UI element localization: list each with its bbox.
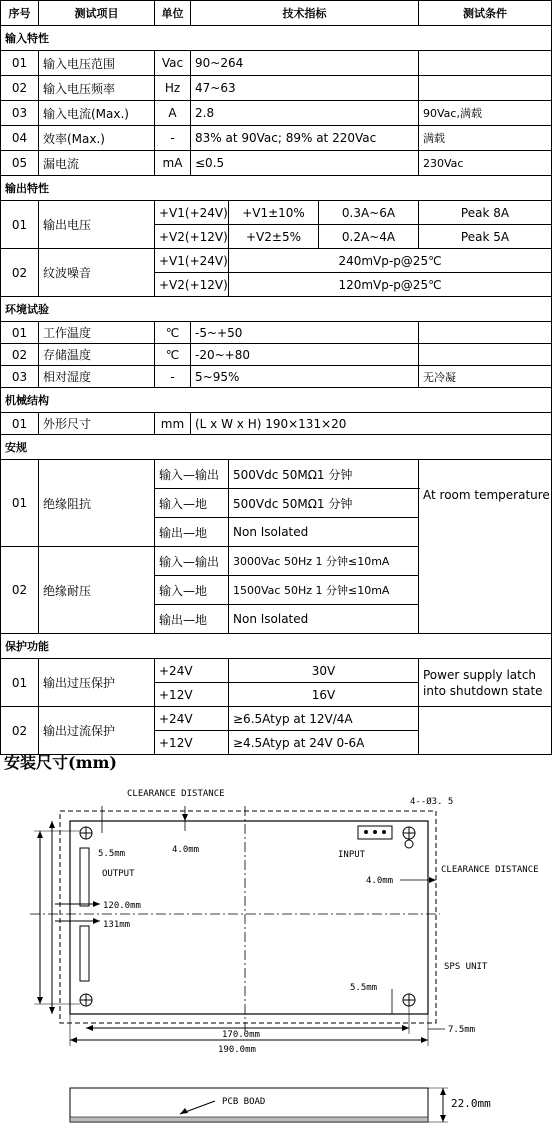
row-unit: Vac <box>155 51 191 76</box>
dim-170: 170.0mm <box>222 1030 260 1040</box>
row-item: 输出过压保护 <box>39 659 155 707</box>
mounting-title: 安装尺寸(mm) <box>4 753 118 772</box>
row-spec: -20~+80 <box>191 344 419 366</box>
clearance-right-label: CLEARANCE DISTANCE <box>441 865 539 875</box>
dim-7-5: 7.5mm <box>448 1025 476 1035</box>
output-connector-top <box>80 848 89 906</box>
dim-5-5-top: 5.5mm <box>98 849 126 859</box>
ocp-voltage: +12V <box>155 731 229 755</box>
row-cond: 90Vac,满载 <box>419 101 552 126</box>
pcb-label: PCB BOAD <box>222 1097 266 1107</box>
sps-unit-label: SPS UNIT <box>444 962 488 972</box>
ocp-value: ≥6.5Atyp at 12V/4A <box>229 707 419 731</box>
peak-v2: Peak 5A <box>419 225 552 249</box>
row-item: 输入电流(Max.) <box>39 101 155 126</box>
dim-22: 22.0mm <box>451 1097 491 1110</box>
row-no: 02 <box>1 547 39 634</box>
row-no: 04 <box>1 126 39 151</box>
row-no: 03 <box>1 366 39 388</box>
row-unit: mm <box>155 413 191 435</box>
row-no: 01 <box>1 659 39 707</box>
pcb-board <box>70 1117 428 1122</box>
row-spec: 2.8 <box>191 101 419 126</box>
row-cond: 无冷凝 <box>419 366 552 388</box>
row-no: 01 <box>1 413 39 435</box>
row-spec: 47~63 <box>191 76 419 101</box>
channel-v1: +V1(+24V) <box>155 201 229 225</box>
row-no: 01 <box>1 460 39 547</box>
path-label: 输入—输出 <box>155 460 229 489</box>
row-cond: 230Vac <box>419 151 552 176</box>
ovp-note: Power supply latch into shutdown state <box>419 659 552 707</box>
row-spec: 5~95% <box>191 366 419 388</box>
output-label: OUTPUT <box>102 869 135 879</box>
peak-v1: Peak 8A <box>419 201 552 225</box>
ovp-voltage: +12V <box>155 683 229 707</box>
current-v1: 0.3A~6A <box>319 201 419 225</box>
table-row <box>1 366 552 388</box>
table-row <box>1 201 552 225</box>
section-input-title: 输入特性 <box>1 26 552 51</box>
header-cond: 测试条件 <box>419 1 552 26</box>
row-item: 相对湿度 <box>39 366 155 388</box>
table-row <box>1 707 552 731</box>
row-no: 02 <box>1 344 39 366</box>
row-unit: - <box>155 126 191 151</box>
row-no: 01 <box>1 322 39 344</box>
row-unit: ℃ <box>155 322 191 344</box>
ripple-value-v1: 240mVp-p@25℃ <box>229 249 552 273</box>
row-unit: - <box>155 366 191 388</box>
path-label: 输出—地 <box>155 518 229 547</box>
row-cond: 满载 <box>419 126 552 151</box>
safety-condition: At room temperature <box>419 460 552 634</box>
row-spec: -5~+50 <box>191 322 419 344</box>
dim-120: 120.0mm <box>103 901 141 911</box>
ocp-value: ≥4.5Atyp at 24V 0-6A <box>229 731 419 755</box>
ocp-blank <box>419 707 552 755</box>
dim-4-0-right: 4.0mm <box>366 876 394 886</box>
row-unit: A <box>155 101 191 126</box>
row-item: 漏电流 <box>39 151 155 176</box>
path-value: 500Vdc 50MΩ1 分钟 <box>229 460 419 489</box>
dim-5-5-bottom: 5.5mm <box>350 983 378 993</box>
table-row <box>1 322 552 344</box>
header-unit: 单位 <box>155 1 191 26</box>
path-value: 500Vdc 50MΩ1 分钟 <box>229 489 419 518</box>
table-row <box>1 126 552 151</box>
table-row <box>1 51 552 76</box>
row-no: 03 <box>1 101 39 126</box>
table-row <box>1 460 552 489</box>
row-unit: ℃ <box>155 344 191 366</box>
row-no: 05 <box>1 151 39 176</box>
row-cond <box>419 76 552 101</box>
table-row <box>1 101 552 126</box>
dim-131: 131mm <box>103 920 131 930</box>
section-output-title: 输出特性 <box>1 176 552 201</box>
section-safety-title: 安规 <box>1 435 552 460</box>
row-item: 输入电压范围 <box>39 51 155 76</box>
row-item: 绝缘耐压 <box>39 547 155 634</box>
section-protect-title: 保护功能 <box>1 634 552 659</box>
path-label: 输入—输出 <box>155 547 229 576</box>
table-header-row <box>1 1 552 26</box>
header-no: 序号 <box>1 1 39 26</box>
tolerance-v1: +V1±10% <box>229 201 319 225</box>
row-item: 输出电压 <box>39 201 155 249</box>
row-item: 纹波噪音 <box>39 249 155 297</box>
mounting-drawing <box>0 776 553 1132</box>
row-spec: ≤0.5 <box>191 151 419 176</box>
input-label: INPUT <box>338 850 366 860</box>
path-value: 3000Vac 50Hz 1 分钟≤10mA <box>229 547 419 576</box>
section-env-title: 环境试验 <box>1 297 552 322</box>
row-spec: 83% at 90Vac; 89% at 220Vac <box>191 126 419 151</box>
row-no: 01 <box>1 51 39 76</box>
row-cond <box>419 51 552 76</box>
output-connector-bottom <box>80 926 89 981</box>
row-no: 02 <box>1 76 39 101</box>
section-mech-title: 机械结构 <box>1 388 552 413</box>
row-cond <box>419 322 552 344</box>
dim-4-0-top: 4.0mm <box>172 845 200 855</box>
ripple-channel-v1: +V1(+24V) <box>155 249 229 273</box>
row-item: 存储温度 <box>39 344 155 366</box>
ovp-value: 16V <box>229 683 419 707</box>
row-spec: 90~264 <box>191 51 419 76</box>
row-no: 02 <box>1 707 39 755</box>
ripple-value-v2: 120mVp-p@25℃ <box>229 273 552 297</box>
header-item: 测试项目 <box>39 1 155 26</box>
row-item: 输入电压频率 <box>39 76 155 101</box>
ripple-channel-v2: +V2(+12V) <box>155 273 229 297</box>
path-label: 输入—地 <box>155 489 229 518</box>
table-row <box>1 659 552 683</box>
dim-190: 190.0mm <box>218 1045 256 1055</box>
row-item: 外形尺寸 <box>39 413 155 435</box>
table-row <box>1 413 552 435</box>
row-item: 效率(Max.) <box>39 126 155 151</box>
table-row <box>1 151 552 176</box>
holes-label: 4--Ø3. 5 <box>410 797 454 807</box>
row-item: 绝缘阻抗 <box>39 460 155 547</box>
row-spec: (L x W x H) 190×131×20 <box>191 413 552 435</box>
row-item: 输出过流保护 <box>39 707 155 755</box>
channel-v2: +V2(+12V) <box>155 225 229 249</box>
row-no: 01 <box>1 201 39 249</box>
tolerance-v2: +V2±5% <box>229 225 319 249</box>
row-cond <box>419 344 552 366</box>
table-row <box>1 344 552 366</box>
current-v2: 0.2A~4A <box>319 225 419 249</box>
ovp-voltage: +24V <box>155 659 229 683</box>
path-label: 输出—地 <box>155 605 229 634</box>
path-value: Non Isolated <box>229 605 419 634</box>
row-no: 02 <box>1 249 39 297</box>
clearance-top-label: CLEARANCE DISTANCE <box>127 789 225 799</box>
row-unit: mA <box>155 151 191 176</box>
header-spec: 技术指标 <box>191 1 419 26</box>
path-value: Non Isolated <box>229 518 419 547</box>
row-item: 工作温度 <box>39 322 155 344</box>
path-value: 1500Vac 50Hz 1 分钟≤10mA <box>229 576 419 605</box>
clearance-outline <box>60 811 436 1023</box>
table-row <box>1 249 552 273</box>
path-label: 输入—地 <box>155 576 229 605</box>
row-unit: Hz <box>155 76 191 101</box>
ovp-value: 30V <box>229 659 419 683</box>
table-row <box>1 76 552 101</box>
ocp-voltage: +24V <box>155 707 229 731</box>
